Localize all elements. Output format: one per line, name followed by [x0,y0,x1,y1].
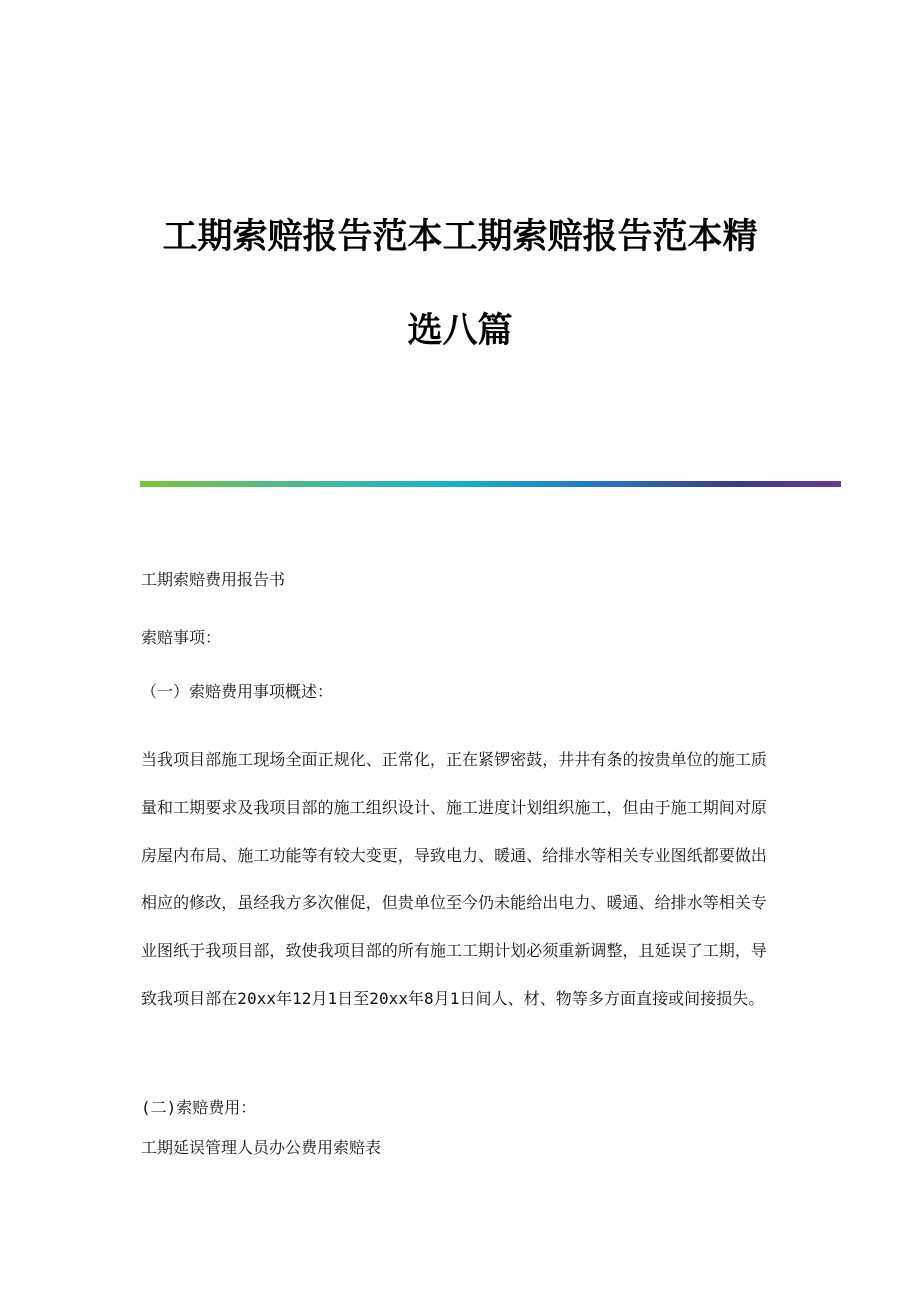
section-two-heading: (二)索赔费用： [141,1098,257,1117]
gradient-divider [140,481,841,487]
title-line-1: 工期索赔报告范本工期索赔报告范本精 [162,216,758,257]
claim-items-label: 索赔事项： [141,628,222,647]
claim-description-paragraph: 当我项目部施工现场全面正规化、正常化，正在紧锣密鼓，井井有条的按贵单位的施工质量和工期要求及我项目部的施工组织设计、施工进度计划组织施工，但由于施工期间对原房屋内布局、施工功能等有较大变更，导致电力、暖通、给排水等相关专业图纸都要做出相应的修改，虽经我方多次催促，但贵单位至今仍未能给出电力、暖通、给排水等相关专业图纸于我项目部，致使我项目部的所有施工工期计划必须重新调整，且延误了工期，导致我项目部在20xx年12月1日至20xx年8月1日间人、材、物等多方面直接或间接损失。 [141,750,767,1008]
title-line-2: 选八篇 [407,310,513,351]
table-heading: 工期延误管理人员办公费用索赔表 [141,1138,382,1157]
section-one-heading: （一）索赔费用事项概述： [141,682,334,701]
report-heading: 工期索赔费用报告书 [141,570,286,589]
